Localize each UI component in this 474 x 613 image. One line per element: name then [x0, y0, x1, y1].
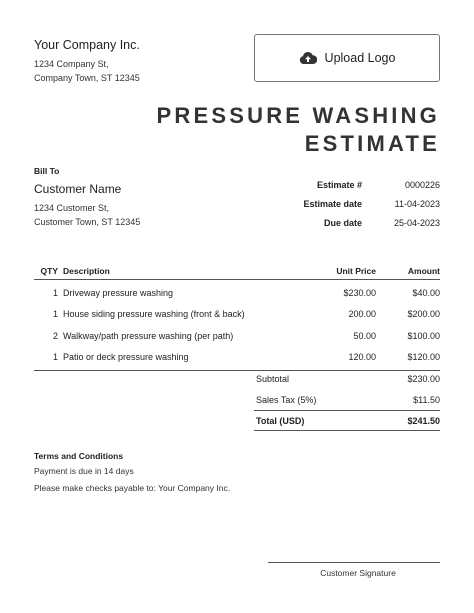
total-value: $241.50	[407, 415, 440, 426]
terms-heading: Terms and Conditions	[34, 451, 124, 461]
company-name: Your Company Inc.	[34, 38, 140, 52]
header-amount: Amount	[407, 265, 440, 276]
cell-qty: 1	[52, 287, 58, 298]
cell-description: Patio or deck pressure washing	[63, 352, 189, 363]
meta-row-due-date	[262, 213, 440, 232]
meta-label: Estimate #	[316, 179, 362, 190]
table-row	[34, 304, 440, 326]
meta-value: 0000226	[404, 179, 440, 190]
table-row	[34, 282, 440, 304]
cell-qty: 2	[52, 330, 58, 341]
cell-amount: $40.00	[412, 287, 440, 298]
subtotal-row	[254, 368, 440, 389]
tax-value: $11.50	[413, 394, 440, 405]
header-description: Description	[63, 265, 110, 276]
meta-value: 11-04-2023	[394, 198, 440, 209]
upload-logo-button[interactable]	[254, 34, 440, 82]
document-title	[157, 102, 440, 158]
signature-label: Customer Signature	[320, 568, 396, 578]
company-address	[34, 57, 140, 85]
terms-line: Please make checks payable to: Your Company Inc.	[34, 483, 231, 493]
table-row	[34, 325, 440, 347]
total-label: Total (USD)	[256, 415, 305, 426]
cell-unit-price: 50.00	[353, 330, 376, 341]
subtotal-value: $230.00	[407, 373, 440, 384]
cell-qty: 1	[52, 309, 58, 320]
table-header	[34, 262, 440, 280]
cell-amount: $100.00	[407, 330, 440, 341]
subtotal-label: Subtotal	[256, 373, 290, 384]
company-address-line2: Company Town, ST 12345	[34, 73, 140, 83]
cell-unit-price: 120.00	[348, 352, 376, 363]
bill-to-label: Bill To	[34, 166, 60, 176]
cell-description: Walkway/path pressure washing (per path)	[63, 330, 234, 341]
meta-label: Due date	[323, 217, 362, 228]
customer-name: Customer Name	[34, 182, 122, 196]
cell-amount: $200.00	[407, 309, 440, 320]
terms-line: Payment is due in 14 days	[34, 466, 134, 476]
line-items-table	[34, 262, 440, 371]
tax-label: Sales Tax (5%)	[256, 394, 317, 405]
estimate-meta	[262, 175, 440, 232]
customer-address-line2: Customer Town, ST 12345	[34, 217, 141, 227]
upload-logo-label: Upload Logo	[324, 51, 396, 65]
cell-unit-price: 200.00	[348, 309, 376, 320]
customer-address	[34, 201, 140, 229]
cell-description: Driveway pressure washing	[63, 287, 174, 298]
cell-description: House siding pressure washing (front & back)	[63, 309, 245, 320]
total-row	[254, 410, 440, 431]
tax-row	[254, 389, 440, 410]
meta-value: 25-04-2023	[393, 217, 440, 228]
company-address-line1: 1234 Company St,	[34, 59, 109, 69]
header-unit-price: Unit Price	[336, 265, 376, 276]
table-row	[34, 347, 440, 369]
table-body	[34, 280, 440, 371]
document-title-line2: ESTIMATE	[304, 131, 440, 156]
totals-block	[254, 368, 440, 431]
cloud-upload-icon	[299, 51, 317, 65]
meta-row-estimate-date	[262, 194, 440, 213]
signature-line	[268, 562, 440, 563]
document-title-line1: PRESSURE WASHING	[156, 103, 440, 128]
cell-amount: $120.00	[407, 352, 440, 363]
customer-address-line1: 1234 Customer St,	[34, 203, 110, 213]
meta-row-estimate-number	[262, 175, 440, 194]
meta-label: Estimate date	[303, 198, 362, 209]
header-qty: QTY	[40, 265, 58, 276]
cell-unit-price: $230.00	[343, 287, 376, 298]
cell-qty: 1	[52, 352, 58, 363]
